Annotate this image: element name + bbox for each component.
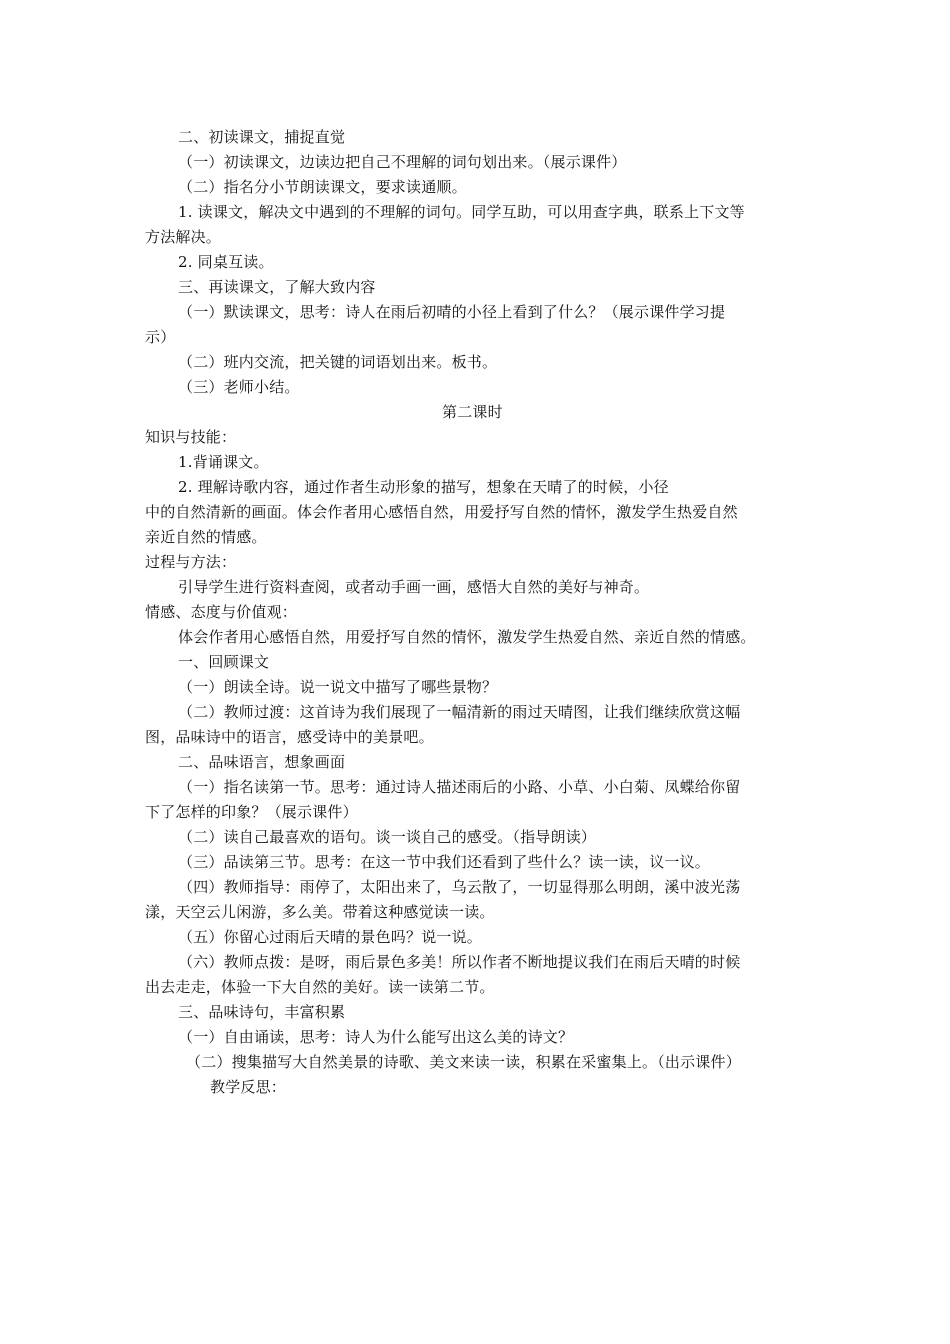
text-line: 漾，天空云儿闲游，多么美。带着这种感觉读一读。 [145,903,495,921]
text-line: （五）你留心过雨后天晴的景色吗？说一说。 [178,928,483,946]
text-line: 三、品味诗句，丰富积累 [178,1003,346,1021]
text-line: 教学反思： [210,1078,287,1096]
text-line: （二）搜集描写大自然美景的诗歌、美文来读一读，积累在采蜜集上。（出示课件） [186,1053,741,1071]
text-line: 知识与技能： [145,428,237,446]
text-line: （三）老师小结。 [178,378,300,396]
text-line: 图，品味诗中的语言，感受诗中的美景吧。 [145,728,434,746]
text-line: （三）品读第三节。思考：在这一节中我们还看到了些什么？读一读，议一议。 [178,853,711,871]
text-line: （一）朗读全诗。说一说文中描写了哪些景物？ [178,678,498,696]
text-line: 出去走走，体验一下大自然的美好。读一读第二节。 [145,978,495,996]
text-line: （四）教师指导：雨停了，太阳出来了，乌云散了，一切显得那么明朗，溪中波光荡 [178,878,741,896]
text-line: 示） [145,328,176,346]
text-line: 一、回顾课文 [178,653,270,671]
text-line: 2. 理解诗歌内容，通过作者生动形象的描写，想象在天晴了的时候，小径 [178,478,669,496]
section-title: 第二课时 [442,403,503,421]
text-line: 情感、态度与价值观： [145,603,298,621]
text-line: 中的自然清新的画面。体会作者用心感悟自然，用爱抒写自然的情怀，激发学生热爱自然 [145,503,738,521]
text-line: （一）默读课文，思考：诗人在雨后初晴的小径上看到了什么？（展示课件学习提 [178,303,726,321]
text-line: 过程与方法： [145,553,237,571]
text-line: 2. 同桌互读。 [178,253,274,271]
text-line: （一）初读课文，边读边把自己不理解的词句划出来。（展示课件） [178,153,627,171]
text-line: （二）读自己最喜欢的语句。谈一谈自己的感受。（指导朗读） [178,828,597,846]
text-line: 引导学生进行资料查阅，或者动手画一画，感悟大自然的美好与神奇。 [178,578,650,596]
text-line: 二、初读课文，捕捉直觉 [178,128,346,146]
text-line: 下了怎样的印象？（展示课件） [145,803,358,821]
text-line: 三、再读课文，了解大致内容 [178,278,376,296]
text-line: （六）教师点拨：是呀，雨后景色多美！所以作者不断地提议我们在雨后天晴的时候 [178,953,741,971]
text-line: （二）指名分小节朗读课文，要求读通顺。 [178,178,467,196]
text-line: （一）自由诵读，思考：诗人为什么能写出这么美的诗文？ [178,1028,574,1046]
text-line: 亲近自然的情感。 [145,528,267,546]
text-line: 二、品味语言，想象画面 [178,753,346,771]
text-line: （一）指名读第一节。思考：通过诗人描述雨后的小路、小草、小白菊、凤蝶给你留 [178,778,741,796]
text-line: 体会作者用心感悟自然，用爱抒写自然的情怀，激发学生热爱自然、亲近自然的情感。 [178,628,756,646]
text-line: （二）班内交流，把关键的词语划出来。板书。 [178,353,498,371]
text-line: 方法解决。 [145,228,222,246]
text-line: 1. 读课文，解决文中遇到的不理解的词句。同学互助，可以用查字典，联系上下文等 [178,203,745,221]
text-line: （二）教师过渡：这首诗为我们展现了一幅清新的雨过天晴图，让我们继续欣赏这幅 [178,703,741,721]
text-line: 1.背诵课文。 [178,453,269,471]
